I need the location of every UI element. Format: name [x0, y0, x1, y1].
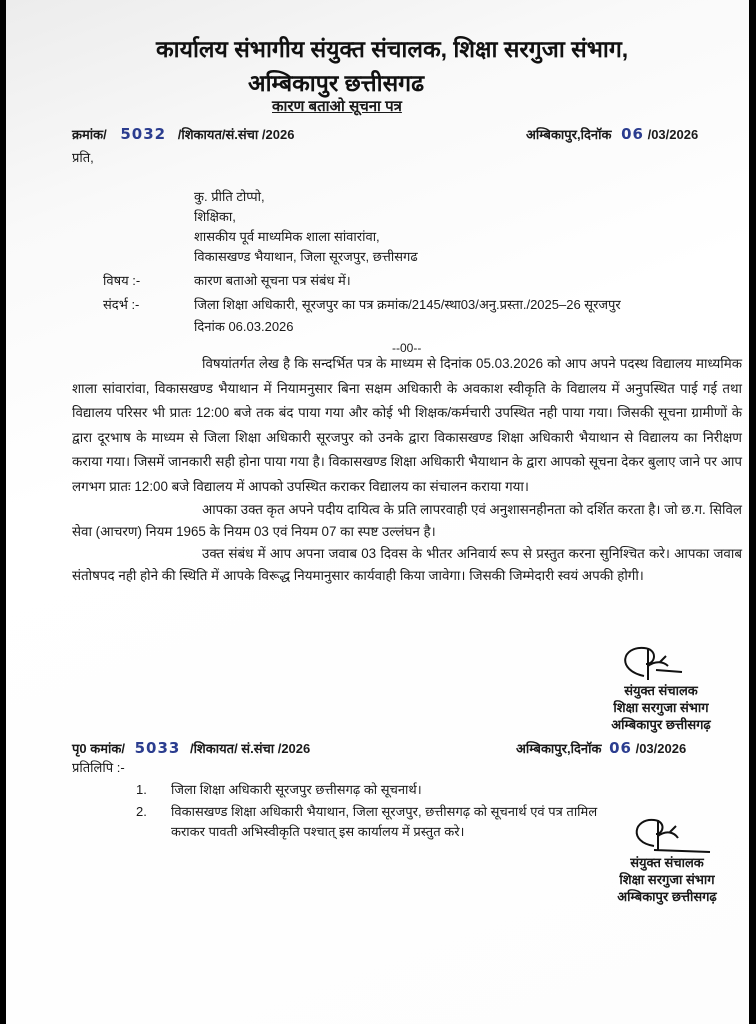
- document-title: कारण बताओ सूचना पत्र: [272, 98, 402, 115]
- copy-date-day-handwritten: 06: [609, 739, 632, 757]
- copy-kramank-number-handwritten: 5033: [134, 739, 181, 757]
- prati-label: प्रति,: [72, 150, 94, 165]
- copy-item-1-number: 1.: [136, 782, 147, 797]
- copy-kramank-label: पृ0 कमांक/: [72, 741, 125, 756]
- letter-body: [72, 352, 742, 587]
- copy-reference-number: [72, 740, 310, 757]
- kramank-label: क्रमांक/: [72, 127, 107, 142]
- addressee-designation: शिक्षिका,: [194, 209, 236, 224]
- reference-number: [72, 126, 294, 143]
- handwritten-signature-1: [586, 640, 736, 682]
- copy-kramank-suffix: /शिकायत/ सं.संचा /2026: [189, 741, 311, 756]
- handwritten-signature-2: [592, 812, 742, 854]
- signatory-location-2: अम्बिकापुर छत्तीसगढ़: [617, 889, 717, 904]
- office-location: अम्बिकापुर छत्तीसगढ: [248, 70, 425, 96]
- kramank-suffix: /शिकायत/सं.संचा /2026: [177, 127, 295, 142]
- addressee-name: कु. प्रीति टोप्पो,: [194, 189, 265, 204]
- reference-line1: जिला शिक्षा अधिकारी, सूरजपुर का पत्र क्रमांक/2145/स्था03/अनु.प्रस्ता./2025–26 सूरजपुर: [194, 297, 621, 312]
- office-title: कार्यालय संभागीय संयुक्त संचालक, शिक्षा सरगुजा संभाग,: [156, 36, 629, 62]
- addressee-school: शासकीय पूर्व माध्यमिक शाला सांवारांवा,: [194, 229, 380, 244]
- date-day-handwritten: 06: [621, 125, 644, 143]
- addressee-address: विकासखण्ड भैयाथान, जिला सूरजपुर, छत्तीसगढ: [194, 249, 418, 264]
- body-paragraph-3: उक्त संबंध में आप अपना जवाब 03 दिवस के भीतर अनिवार्य रूप से प्रस्तुत करना सुनिश्चित करे। आपका जवाब संतोषपद नही होने की स्थिति में आपके विरूद्ध नियमानुसार कार्यवाही किया जावेगा। जिसकी जिम्मेदारी स्वयं अपकी होगी।: [72, 546, 742, 583]
- copy-place-date: [516, 740, 686, 757]
- place-date: [526, 126, 698, 143]
- copy-item-2-text-cont: कराकर पावती अभिस्वीकृति पश्चात् इस कार्यालय में प्रस्तुत करे।: [171, 824, 465, 839]
- signatory-division-2: शिक्षा सरगुजा संभाग: [619, 872, 715, 887]
- kramank-number-handwritten: 5032: [120, 125, 167, 143]
- signature-block-2: [592, 812, 742, 905]
- copy-item-1-text: जिला शिक्षा अधिकारी सूरजपुर छत्तीसगढ़ को सूचनार्थ।: [171, 782, 422, 797]
- subject-text: कारण बताओ सूचना पत्र संबंध में।: [194, 273, 351, 288]
- signatory-division-1: शिक्षा सरगुजा संभाग: [613, 700, 709, 715]
- date-rest: /03/2026: [647, 127, 699, 142]
- reference-line2: दिनांक 06.03.2026: [194, 319, 294, 334]
- signatory-designation-2: संयुक्त संचालक: [630, 855, 704, 870]
- separator: --00--: [392, 341, 422, 355]
- copy-date-rest: /03/2026: [635, 741, 687, 756]
- signature-block-1: [586, 640, 736, 733]
- body-paragraph-1: विषयांतर्गत लेख है कि सन्दर्भित पत्र के माध्यम से दिनांक 05.03.2026 को आप अपने पदस्थ विद्यालय माध्यमिक शाला सांवारांवा, विकासखण्ड भैयाथान में नियामनुसार बिना सक्षम अधिकारी के अवकाश स्वीकृति के विद्यालय में अनुपस्थित पाई गई तथा विद्यालय परिसर भी प्रातः 12:00 बजे तक बंद पाया गया और कोई भी शिक्षक/कर्मचारी उपस्थित नही पाया गया। जिसकी सूचना ग्रामीणों के द्वारा दूरभाष के माध्यम से जिला शिक्षा अधिकारी सूरजपुर को उनके द्वारा विकासखण्ड शिक्षा अधिकारी भैयाथान से विद्यालय का निरीक्षण कराया गया। जिसमें जानकारी सही होना पाया गया है। विकासखण्ड शिक्षा अधिकारी भैयाथान के द्वारा आपको सूचना देकर बुलाए जाने पर आप लगभग प्रातः 12:00 बजे विद्यालय में आपको उपस्थित कराकर विद्यालय का संचालन कराया गया।: [72, 356, 742, 494]
- copy-place-date-label: अम्बिकापुर,दिनॉक: [516, 741, 602, 756]
- signatory-location-1: अम्बिकापुर छत्तीसगढ़: [611, 717, 711, 732]
- reference-label: संदर्भ :-: [103, 297, 140, 312]
- signatory-designation-1: संयुक्त संचालक: [624, 683, 698, 698]
- pratilipi-label: प्रतिलिपि :-: [72, 760, 125, 775]
- copy-item-2-number: 2.: [136, 804, 147, 819]
- letter-page: [6, 0, 749, 1024]
- place-date-label: अम्बिकापुर,दिनॉक: [526, 127, 612, 142]
- copy-item-2-text: विकासखण्ड शिक्षा अधिकारी भैयाथान, जिला सूरजपुर, छत्तीसगढ़ को सूचनार्थ एवं पत्र तामिल: [171, 804, 598, 819]
- subject-label: विषय :-: [103, 273, 141, 288]
- body-paragraph-2: आपका उक्त कृत अपने पदीय दायित्व के प्रति लापरवाही एवं अनुशासनहीनता को दर्शित करता है। जो छ.ग. सिविल सेवा (आचरण) नियम 1965 के नियम 03 एवं नियम 07 का स्पष्ट उल्लंघन है।: [72, 502, 742, 539]
